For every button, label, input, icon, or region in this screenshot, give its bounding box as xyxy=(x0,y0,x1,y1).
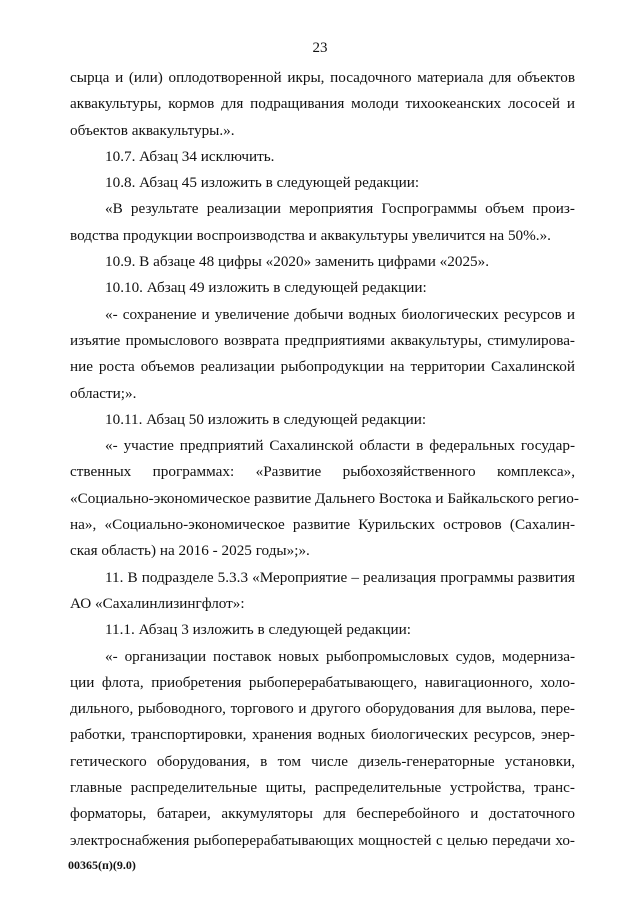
text-line: ции флота, приобретения рыбоперерабатывающего, навигационного, холо- xyxy=(70,673,575,691)
text-line: «- участие предприятий Сахалинской области в федеральных государ- xyxy=(105,437,575,455)
text-line: работки, транспортировки, хранения водных биологических ресурсов, энер- xyxy=(70,726,575,744)
text-line: дильного, рыбоводного, торгового и другого оборудования для вылова, пере- xyxy=(70,700,575,718)
text-line: области;». xyxy=(70,384,137,402)
text-line: водства продукции воспроизводства и аквакультуры увеличится на 50%.». xyxy=(70,226,551,244)
text-line: аквакультуры, кормов для подращивания молоди тихоокеанских лососей и xyxy=(70,95,575,113)
text-line: 11. В подразделе 5.3.3 «Мероприятие – реализация программы развития xyxy=(105,568,575,586)
text-line: «- сохранение и увеличение добычи водных биологических ресурсов и xyxy=(105,305,575,323)
text-line: 10.11. Абзац 50 изложить в следующей редакции: xyxy=(105,410,427,428)
text-line: «Социально-экономическое развитие Дальнего Востока и Байкальского регио- xyxy=(70,489,579,507)
text-line: электроснабжения рыбоперерабатывающих мощностей с целью передачи хо- xyxy=(70,831,575,849)
text-line: АО «Сахалинлизингфлот»: xyxy=(70,594,245,612)
text-line: 11.1. Абзац 3 изложить в следующей редакции: xyxy=(105,621,411,639)
document-body xyxy=(70,65,579,854)
page-number: 23 xyxy=(312,40,328,56)
text-line: ние роста объемов реализации рыбопродукции на территории Сахалинской xyxy=(70,358,575,376)
text-line: главные распределительные щиты, распределительные устройства, транс- xyxy=(70,779,575,797)
text-line: «В результате реализации мероприятия Госпрограммы объем произ- xyxy=(105,200,575,218)
text-line: изъятие промыслового возврата предприятиями аквакультуры, стимулирова- xyxy=(70,331,575,349)
text-line: 10.9. В абзаце 48 цифры «2020» заменить цифрами «2025». xyxy=(105,253,490,271)
text-line: ственных программах: «Развитие рыбохозяйственного комплекса», xyxy=(70,463,575,481)
text-line: сырца и (или) оплодотворенной икры, посадочного материала для объектов xyxy=(70,69,575,86)
text-line: гетического оборудования, в том числе дизель-генераторные установки, xyxy=(70,752,575,770)
text-line: ская область) на 2016 - 2025 годы»;». xyxy=(70,542,310,560)
document-code: 00365(п)(9.0) xyxy=(68,858,136,872)
text-line: форматоры, батареи, аккумуляторы для бесперебойного и достаточного xyxy=(70,805,575,823)
text-line: 10.7. Абзац 34 исключить. xyxy=(105,147,275,165)
text-line: 10.10. Абзац 49 изложить в следующей редакции: xyxy=(105,279,427,297)
text-line: на», «Социально-экономическое развитие Курильских островов (Сахалин- xyxy=(70,516,575,534)
text-line: объектов аквакультуры.». xyxy=(70,121,235,139)
text-line: «- организации поставок новых рыбопромысловых судов, модерниза- xyxy=(105,647,575,665)
text-line: 10.8. Абзац 45 изложить в следующей редакции: xyxy=(105,174,420,192)
